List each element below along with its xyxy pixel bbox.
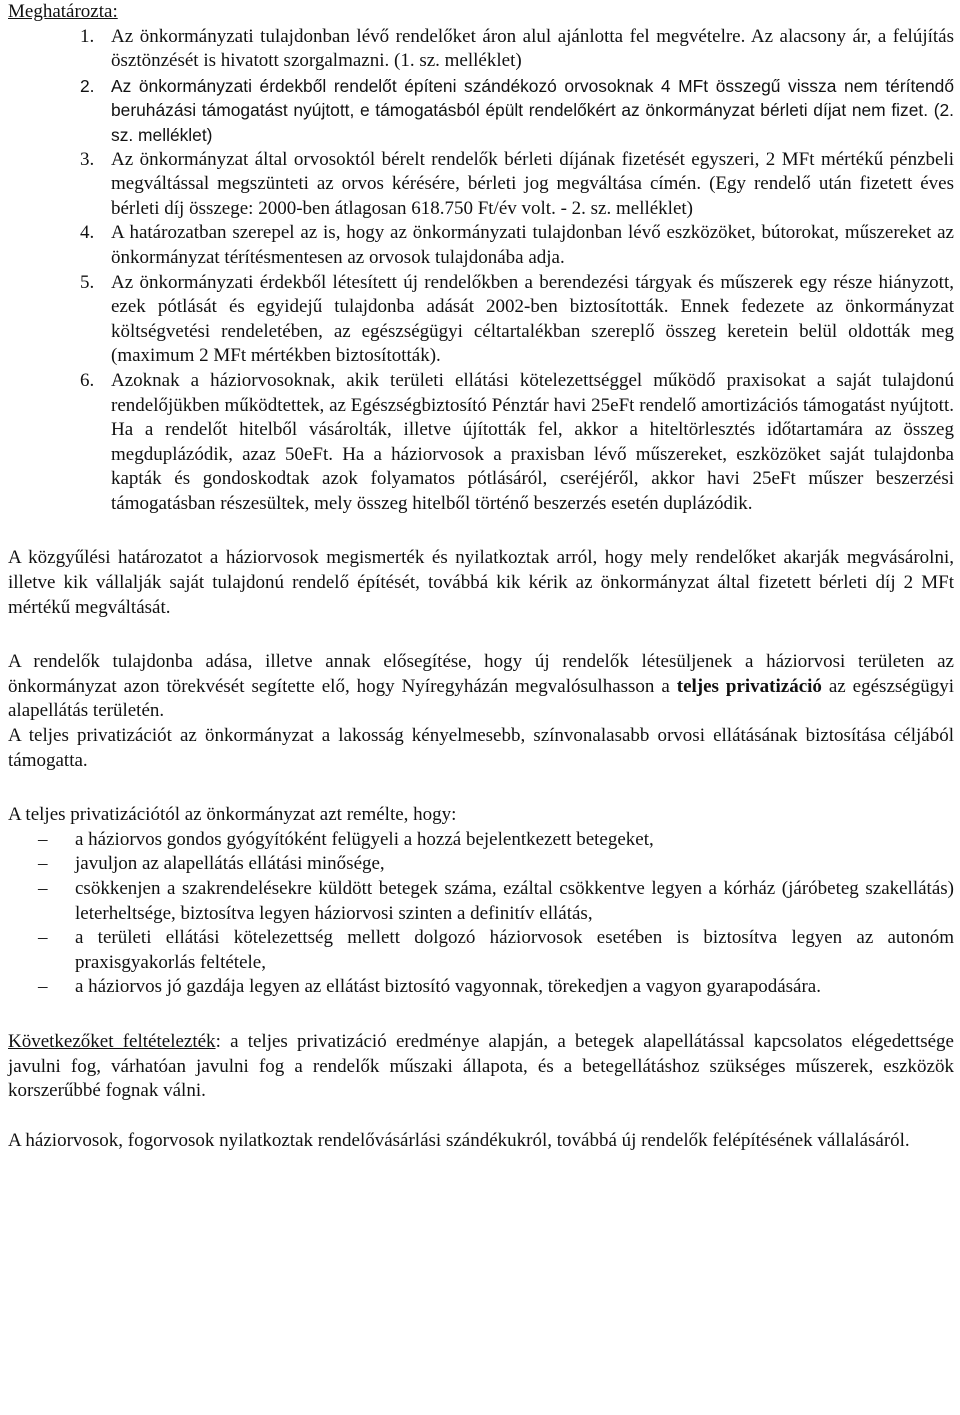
- final-paragraph: A háziorvosok, fogorvosok nyilatkoztak rendelővásárlási szándékukról, továbbá új rendelők felépítésének vállalásáról.: [8, 1129, 910, 1151]
- hope-item: [8, 926, 954, 975]
- hope-item: [8, 975, 954, 1000]
- decision-number: 6.: [80, 369, 95, 391]
- privatization-emphasis: teljes privatizáció: [676, 675, 822, 697]
- decision-item: [8, 271, 954, 369]
- consequences-paragraph: [8, 1030, 954, 1104]
- decision-text: Az önkormányzati tulajdonban lévő rendelőket áron alul ajánlotta fel megvételre. Az alacsony ár, a felújítás ösztönzését is hivatott szorgalmazni. (1. sz. melléklet): [111, 25, 954, 72]
- hope-item: [8, 852, 954, 877]
- decision-text: A határozatban szerepel az is, hogy az önkormányzati tulajdonban lévő eszközöket, bútorokat, műszereket az önkormányzat térítésmentesen az orvosok tulajdonába adja.: [111, 222, 954, 268]
- hope-item: [8, 877, 954, 926]
- decision-number: 5.: [80, 271, 95, 293]
- dash-bullet: –: [38, 976, 48, 998]
- privatization-text-before: A rendelők tulajdonba adása, illetve annak elősegítése, hogy új rendelők létesüljenek a háziorvosi területen az önkormányzat azon törekvését segítette elő, hogy Nyíregyházán megvalósulhasson a: [8, 651, 954, 697]
- privatization-text-after: az egészségügyi alapellátás területén.: [8, 675, 954, 722]
- hope-text: a háziorvos gondos gyógyítóként felügyeli a hozzá bejelentkezett betegeket,: [75, 828, 654, 850]
- hope-text: javuljon az alapellátás ellátási minősége,: [75, 853, 385, 875]
- dash-bullet: –: [38, 853, 48, 875]
- hope-item: [8, 828, 954, 853]
- decision-text: Az önkormányzati érdekből rendelőt építeni szándékozó orvosoknak 4 MFt összegű vissza nem térítendő beruházási támogatást nyújtott, e támogatásból épült rendelőkért az önkormányzat bérleti díjat nem fizet. (2. sz. melléklet): [111, 75, 954, 145]
- consequences-label: Következőket feltételezték: [8, 1030, 216, 1052]
- privatization-paragraph: [8, 650, 954, 724]
- decision-item: [8, 25, 954, 74]
- decision-number: 1.: [80, 25, 95, 47]
- decision-number: 3.: [80, 148, 95, 170]
- hope-text: csökkenjen a szakrendelésekre küldött betegek száma, ezáltal csökkentve legyen a kórház (járóbeteg szakellátás) leterheltsége, biztosítva legyen háziorvosi szinten a definitív ellátás,: [75, 878, 954, 924]
- decision-text: Az önkormányzat által orvosoktól bérelt rendelők bérleti díjának fizetését egyszeri, 2 MFt mértékű pénzbeli megváltással megszünteti az orvos kérésére, bérleti jog megváltása címén. (Egy rendelő után fizetett éves bérleti díj összege: 2000-ben átlagosan 618.750 Ft/év volt. - 2. sz. melléklet): [111, 148, 954, 219]
- decision-item: [8, 74, 954, 148]
- consequences-text: : a teljes privatizáció eredménye alapján, a betegek alapellátással kapcsolatos elégedettsége javulni fog, várhatóan javulni fog a rendelők műszaki állapota, és a betegellátáshoz szükséges műszerek, eszközök korszerűbbé fognak válni.: [8, 1030, 954, 1102]
- hope-text: a területi ellátási kötelezettség mellett dolgozó háziorvosok esetében is biztosítva legyen az autonóm praxisgyakorlás feltétele,: [75, 927, 954, 973]
- dash-bullet: –: [38, 927, 48, 949]
- decision-item: [8, 369, 954, 517]
- assembly-paragraph: A közgyűlési határozatot a háziorvosok megismerték és nyilatkoztak arról, hogy mely rendelőket akarják megvásárolni, illetve kik vállalják saját tulajdonú rendelő építését, továbbá kik kérik az önkormányzat által fizetett bérleti díj 2 MFt mértékű megváltását.: [8, 547, 954, 618]
- decision-item: [8, 148, 954, 222]
- hope-text: a háziorvos jó gazdája legyen az ellátást biztosító vagyonnak, törekedjen a vagyon gyarapodására.: [75, 976, 821, 998]
- decision-item: [8, 221, 954, 270]
- decision-text: Az önkormányzati érdekből létesített új rendelőkben a berendezési tárgyak és műszerek egy része hiányzott, ezek pótlását és egyidejű tulajdonba adását 2002-ben biztosították. Ennek fedezete az önkormányzat költségvetési rendeletében, az egészségügyi céltartalékban szereplő összeg keretein belül oldották meg (maximum 2 MFt mértékben biztosították).: [111, 271, 954, 367]
- decision-text: Azoknak a háziorvosoknak, akik területi ellátási kötelezettséggel működő praxisokat a saját tulajdonú rendelőjükben működtettek, az Egészségbiztosító Pénztár havi 25eFt rendelő amortizációs támogatást nyújtott. Ha a rendelőt hitelből vásárolták, illetve újították fel, akkor a hiteltörlesztés időtartamára az összeg megduplázódik, azaz 50eFt. Ha a háziorvosok a praxisban lévő műszereket, eszközöket saját tulajdonba kapták és gondoskodtak azok folyamatos pótlásáról, cseréjéről, akkor havi 25eFt műszer beszerzési támogatásban részesültek, mely összeg hitelből történő beszerzés esetén duplázódik.: [111, 369, 954, 514]
- hopes-intro: A teljes privatizációtól az önkormányzat azt remélte, hogy:: [8, 804, 457, 826]
- hopes-list: [8, 828, 954, 1000]
- dash-bullet: –: [38, 878, 48, 899]
- section-heading: Meghatározta:: [8, 1, 118, 22]
- decision-number: 4.: [80, 222, 95, 244]
- dash-bullet: –: [38, 828, 48, 850]
- decisions-list: [8, 25, 954, 517]
- support-paragraph: A teljes privatizációt az önkormányzat a lakosság kényelmesebb, színvonalasabb orvosi ellátásának biztosítása céljából támogatta.: [8, 725, 954, 771]
- decision-number: 2.: [80, 75, 95, 96]
